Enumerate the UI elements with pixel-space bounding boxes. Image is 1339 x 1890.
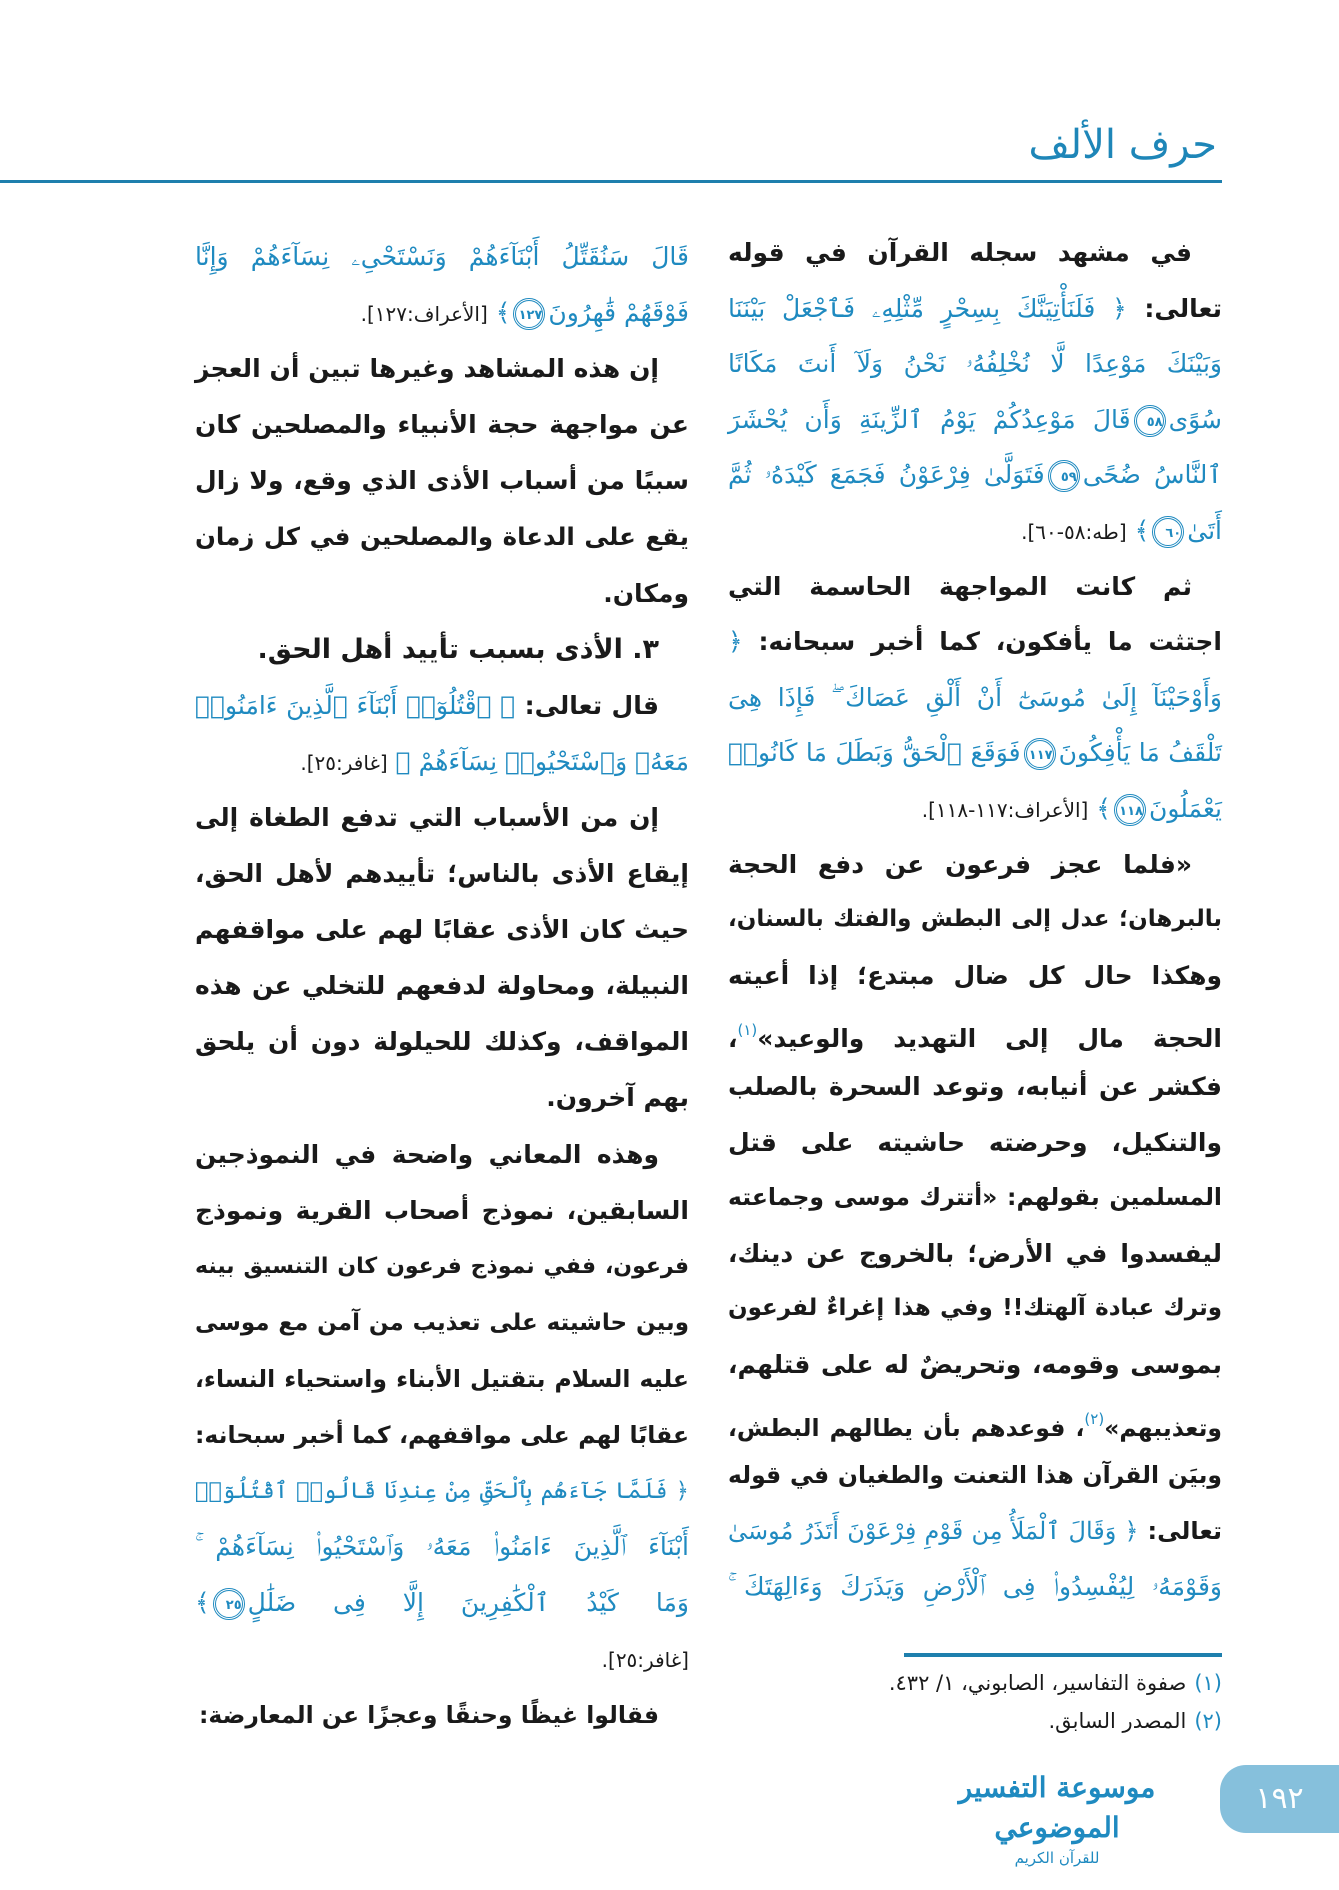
text-line [728, 281, 1222, 337]
quran-verse-text: سُوًى [1168, 404, 1222, 434]
text-line [728, 670, 1222, 726]
body-text: حيث كان الأذى عقابًا لهم على مواقفهم [195, 915, 689, 945]
ayah-number-marker: ٥٨ [1134, 405, 1166, 437]
quran-verse-text: ﴿ [728, 627, 743, 657]
quran-verse-text: ٱلنَّاسُ ضُحًى [1082, 460, 1222, 490]
quran-verse-text: يَعْمَلُونَ [1148, 793, 1222, 823]
body-text: ومكان. [603, 578, 689, 608]
text-line [728, 1226, 1222, 1282]
body-text: ليفسدوا في الأرض؛ بالخروج عن دينك، [728, 1238, 1222, 1268]
right-text-column [728, 225, 1222, 1615]
body-text: المسلمين بقولهم: «أتترك موسى وجماعته [728, 1183, 1222, 1212]
quran-verse-text: قَالَ سَنُقَتِّلُ أَبْنَآءَهُمْ وَنَسْتَحْىِۦ نِسَآءَهُمْ وَإِنَّا [195, 242, 689, 271]
body-text: عليه السلام بتقتيل الأبناء واستحياء النساء، [195, 1364, 689, 1393]
body-text: وترك عبادة آلهتك!! وفي هذا إغراءٌ لفرعون [728, 1295, 1222, 1322]
section-title: حرف الألف [1028, 122, 1217, 168]
text-line [728, 1337, 1222, 1393]
text-line [728, 1059, 1222, 1115]
text-line [728, 1448, 1222, 1504]
text-line [728, 725, 1222, 781]
quran-verse-text: أَبْنَآءَ ٱلَّذِينَ ءَامَنُوا۟ مَعَهُۥ وَٱسْتَحْيُوا۟ نِسَآءَهُمْ ۚ [195, 1532, 689, 1562]
text-line [195, 846, 689, 902]
quran-verse-text: تَلْقَفُ مَا يَأْفِكُونَ [1058, 738, 1222, 768]
body-text: وهكذا حال كل ضال مبتدع؛ إذا أعيته [728, 960, 1222, 990]
body-text: عن مواجهة حجة الأنبياء والمصلحين كان [195, 410, 689, 440]
body-text: فقالوا غيظًا وحنقًا وعجزًا عن المعارضة: [199, 1701, 659, 1730]
body-text: ، [728, 1024, 738, 1054]
encyclopedia-logo [934, 1768, 1180, 1867]
footnote-reference: (١) [737, 1021, 758, 1040]
quran-verse-text: وَمَا كَيْدُ ٱلْكَٰفِرِينَ إِلَّا فِى ضَلَٰلٍ [247, 1588, 689, 1618]
text-line [728, 392, 1222, 448]
ayah-number-marker: ٢٥ [213, 1588, 245, 1620]
text-line [195, 1463, 689, 1519]
text-line [195, 958, 689, 1014]
quran-verse-text: ﴿ ٱقْتُلُوٓا۟ أَبْنَآءَ ٱلَّذِينَ ءَامَنُوا۟ [195, 690, 516, 720]
body-text: إيقاع الأذى بالناس؛ تأييدهم لأهل الحق، [195, 859, 689, 889]
verse-citation: [غافر:٢٥]. [300, 750, 388, 775]
verse-citation: [غافر:٢٥]. [601, 1648, 689, 1673]
header-divider [0, 180, 1222, 183]
text-line [728, 225, 1222, 281]
ayah-number-marker: ٦٠ [1152, 516, 1184, 548]
text-line [195, 509, 689, 565]
body-text: وهذه المعاني واضحة في النموذجين [195, 1139, 659, 1169]
body-text: ثم كانت المواجهة الحاسمة التي [728, 571, 1192, 601]
body-text: والتنكيل، وحرضته حاشيته على قتل [728, 1127, 1222, 1157]
text-line [728, 1170, 1222, 1226]
text-line [195, 229, 689, 285]
text-line [728, 614, 1222, 670]
body-text: ٣. الأذى بسبب تأييد أهل الحق. [257, 633, 659, 665]
ayah-number-marker: ٥٩ [1048, 460, 1080, 492]
text-line [728, 948, 1222, 1004]
text-line [728, 837, 1222, 893]
quran-verse-text: وَبَيْنَكَ مَوْعِدًا لَّا نُخْلِفُهُۥ نَحْنُ وَلَآ أَنتَ مَكَانًا [728, 349, 1222, 379]
text-line [195, 1183, 689, 1239]
text-line [195, 1519, 689, 1575]
quran-verse-text: ﴿ وَقَالَ ٱلْمَلَأُ مِن قَوْمِ فِرْعَوْنَ أَتَذَرُ مُوسَىٰ [728, 1516, 1139, 1545]
text-line [195, 1014, 689, 1070]
body-text: فرعون، ففي نموذج فرعون كان التنسيق بينه [195, 1253, 689, 1279]
text-line [195, 566, 689, 622]
text-line [195, 285, 689, 341]
body-text: وبيَن القرآن هذا التعنت والطغيان في قوله [728, 1461, 1222, 1490]
logo-subtitle: للقرآن الكريم [1014, 1849, 1100, 1867]
quran-verse-text: وَأَوْحَيْنَآ إِلَىٰ مُوسَىٰٓ أَنْ أَلْقِ عَصَاكَ ۖ فَإِذَا هِىَ [728, 682, 1222, 712]
text-line [195, 1351, 689, 1407]
text-line [728, 781, 1222, 837]
text-line [728, 447, 1222, 503]
verse-citation: [طه:٥٨-٦٠]. [1021, 519, 1127, 544]
text-line [728, 503, 1222, 559]
body-text: النبيلة، ومحاولة لدفعهم للتخلي عن هذه [195, 971, 689, 1001]
text-line [195, 790, 689, 846]
page-number: ١٩٢ [1220, 1765, 1339, 1833]
text-line [195, 902, 689, 958]
logo-title: موسوعة التفسير الموضوعي [958, 1771, 1156, 1844]
body-text: وتعذيبهم» [1104, 1414, 1222, 1443]
footnote-number: (٢) [1194, 1709, 1222, 1733]
quran-verse-text: ﴾ [1126, 515, 1150, 545]
text-line [195, 1407, 689, 1463]
quran-verse-text: مَعَهُۥ وَٱسْتَحْيُوا۟ نِسَآءَهُمْ ﴾ [387, 746, 689, 776]
body-text: يقع على الدعاة والمصلحين في كل زمان [195, 522, 689, 552]
ayah-number-marker: ١٢٧ [513, 298, 545, 330]
verse-citation: [الأعراف:١١٧-١١٨]. [921, 797, 1089, 822]
body-text: تعالى: [1138, 1516, 1222, 1545]
text-line [195, 1070, 689, 1126]
body-text: سببًا من أسباب الأذى الذي وقع، ولا زال [195, 466, 689, 496]
body-text: وبين حاشيته على تعذيب من آمن مع موسى [195, 1309, 689, 1336]
text-line [728, 1504, 1222, 1560]
quran-verse-text: ﴾ [1088, 793, 1111, 823]
body-text: بالبرهان؛ عدل إلى البطش والفتك بالسنان، [728, 906, 1222, 933]
text-line [195, 1295, 689, 1351]
quran-verse-text: ﴾ [487, 298, 511, 328]
body-text: قال تعالى: [515, 690, 659, 720]
text-line [728, 1559, 1222, 1615]
text-line [195, 1239, 689, 1295]
text-line [728, 559, 1222, 615]
quran-verse-text: فَوْقَهُمْ قَٰهِرُونَ [548, 298, 689, 328]
quran-verse-text: ﴾ [195, 1588, 210, 1618]
body-text: إن من الأسباب التي تدفع الطغاة إلى [195, 802, 659, 832]
text-line [195, 734, 689, 790]
text-line [728, 1281, 1222, 1337]
body-text: بهم آخرون. [546, 1083, 689, 1113]
footnote-number: (١) [1194, 1671, 1222, 1695]
text-line [728, 892, 1222, 948]
body-text: عقابًا لهم على مواقفهم، كما أخبر سبحانه: [195, 1420, 689, 1449]
body-text: ، فوعدهم بأن يطالهم البطش، [728, 1414, 1085, 1443]
text-line [195, 1127, 689, 1183]
footnotes [760, 1664, 1222, 1740]
ayah-number-marker: ١١٨ [1114, 794, 1146, 826]
text-line [728, 1003, 1222, 1059]
quran-verse-text: ﴿ فَلَمَّا جَآءَهُم بِٱلْحَقِّ مِنْ عِندِنَا قَالُوا۟ ٱقْتُلُوٓا۟ [195, 1478, 689, 1505]
quran-verse-text: ﴿ فَلَنَأْتِيَنَّكَ بِسِحْرٍ مِّثْلِهِۦ فَٱجْعَلْ بَيْنَنَا [728, 293, 1127, 323]
body-text: بموسى وقومه، وتحريضٌ له على قتلهم، [728, 1349, 1222, 1379]
quran-verse-text: فَتَوَلَّىٰ فِرْعَوْنُ فَجَمَعَ كَيْدَهُۥ ثُمَّ [728, 460, 1045, 490]
quran-verse-text: وَقَوْمَهُۥ لِيُفْسِدُوا۟ فِى ٱلْأَرْضِ وَيَذَرَكَ وَءَالِهَتَكَ ۚ [728, 1572, 1222, 1602]
body-text: الحجة مال إلى التهديد والوعيد» [757, 1024, 1222, 1054]
verse-citation: [الأعراف:١٢٧]. [360, 302, 488, 327]
text-line [728, 336, 1222, 392]
ayah-number-marker: ١١٧ [1024, 738, 1056, 770]
body-text: اجتثت ما يأفكون، كما أخبر سبحانه: [742, 627, 1222, 657]
body-text: فكشر عن أنيابه، وتوعد السحرة بالصلب [728, 1071, 1222, 1101]
body-text: «فلما عجز فرعون عن دفع الحجة [728, 849, 1192, 879]
text-line [195, 341, 689, 397]
footnote-text: المصدر السابق. [1048, 1709, 1187, 1733]
text-line [195, 1687, 689, 1743]
text-line [195, 1631, 689, 1687]
quran-verse-text: فَوَقَعَ ٱلْحَقُّ وَبَطَلَ مَا كَانُوا۟ [728, 738, 1021, 768]
text-line [195, 678, 689, 734]
body-text: إن هذه المشاهد وغيرها تبين أن العجز [195, 354, 659, 384]
body-text: في مشهد سجله القرآن في قوله [728, 238, 1192, 267]
text-line [195, 622, 689, 678]
footnote-divider [904, 1653, 1222, 1657]
text-line [195, 453, 689, 509]
footnote-reference: (٢) [1084, 1410, 1105, 1429]
text-line [195, 397, 689, 453]
text-line [728, 1392, 1222, 1448]
footnote [760, 1664, 1222, 1702]
body-text: المواقف، وكذلك للحيلولة دون أن يلحق [195, 1027, 689, 1057]
body-text: تعالى: [1126, 293, 1222, 323]
text-line [195, 1575, 689, 1631]
left-text-column [195, 229, 689, 1744]
quran-verse-text: قَالَ مَوْعِدُكُمْ يَوْمُ ٱلزِّينَةِ وَأَن يُحْشَرَ [728, 404, 1131, 434]
text-line [728, 1115, 1222, 1171]
quran-verse-text: أَتَىٰ [1187, 515, 1222, 545]
footnote-text: صفوة التفاسير، الصابوني، ١/ ٤٣٢. [888, 1671, 1187, 1695]
body-text: السابقين، نموذج أصحاب القرية ونموذج [195, 1195, 689, 1225]
footnote [760, 1702, 1222, 1740]
